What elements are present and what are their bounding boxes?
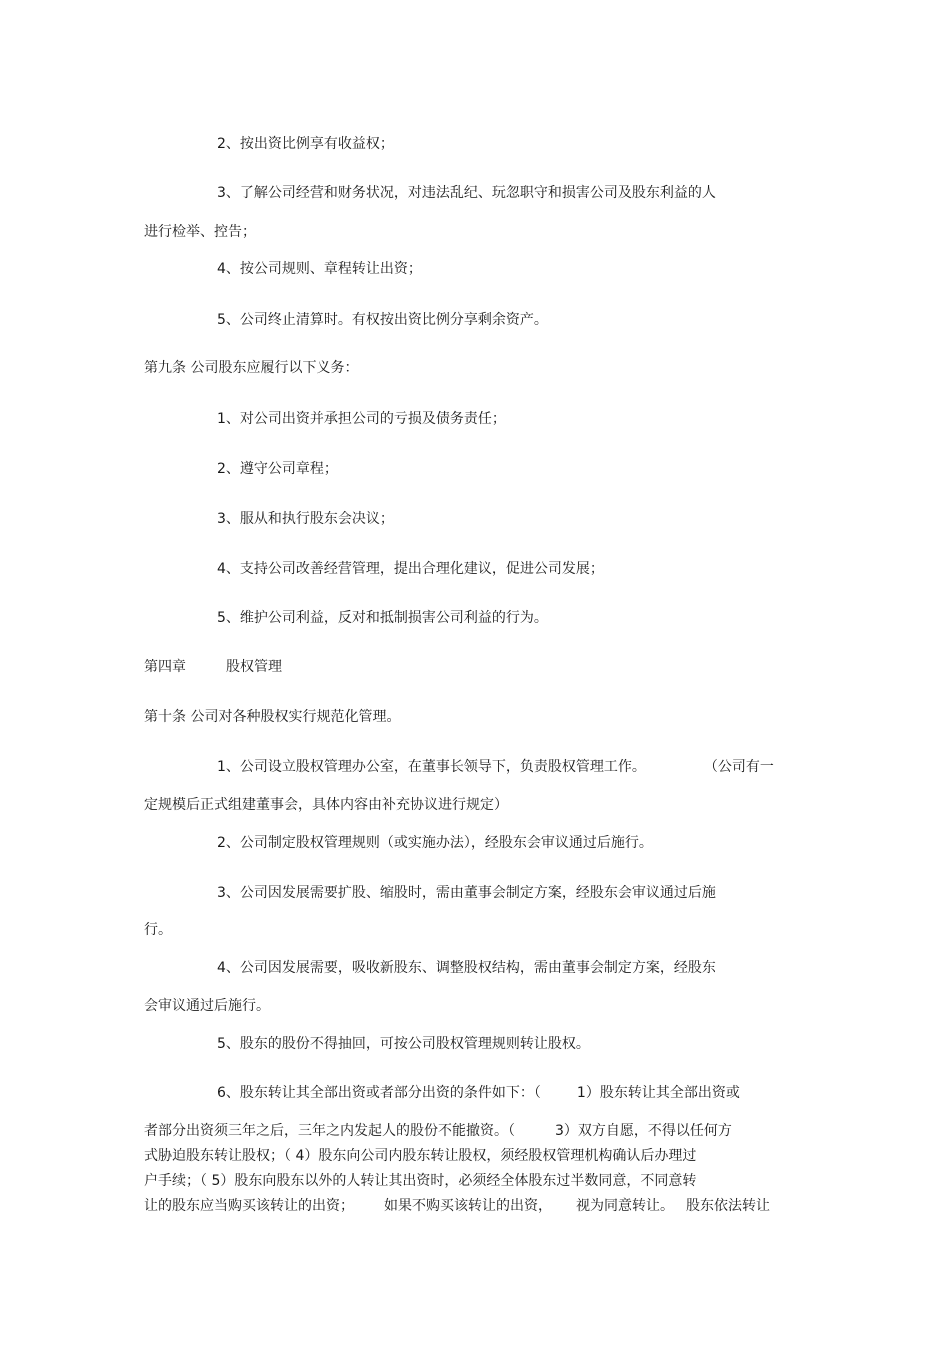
text-line: 3、公司因发展需要扩股、缩股时，需由董事会制定方案，经股东会审议通过后施 [217,885,716,901]
text-line: 2、遵守公司章程； [217,461,338,477]
article-heading: 第十条 公司对各种股权实行规范化管理。 [144,709,401,725]
text-segment: 者部分出资须三年之后，三年之内发起人的股份不能撤资。（ [144,1123,515,1139]
text-segment: 1）股东转让其全部出资或 [576,1085,740,1101]
text-line: 进行检举、控告； [144,224,256,240]
text-line: 4、支持公司改善经营管理，提出合理化建议，促进公司发展； [217,561,604,577]
text-line: 式胁迫股东转让股权；（ 4）股东向公司内股东转让股权，须经股权管理机构确认后办理过 [144,1148,697,1164]
text-line: 5、维护公司利益，反对和抵制损害公司利益的行为。 [217,610,548,626]
text-segment: （公司有一 [703,759,774,775]
text-line: 3、服从和执行股东会决议； [217,511,394,527]
chapter-heading [144,658,282,676]
text-line: 3、了解公司经营和财务状况，对违法乱纪、玩忽职守和损害公司及股东利益的人 [217,185,716,201]
text-line: 4、公司因发展需要，吸收新股东、调整股权结构，需由董事会制定方案，经股东 [217,960,716,976]
chapter-title: 股权管理 [226,659,282,675]
text-line: 定规模后正式组建董事会，具体内容由补充协议进行规定） [144,797,508,813]
text-line: 5、股东的股份不得抽回，可按公司股权管理规则转让股权。 [217,1036,590,1052]
text-segment: 3）双方自愿，不得以任何方 [555,1123,732,1139]
article-heading: 第九条 公司股东应履行以下义务： [144,360,359,376]
text-line: 2、按出资比例享有收益权； [217,136,394,152]
text-line: 行。 [144,922,172,938]
text-line: 2、公司制定股权管理规则（或实施办法），经股东会审议通过后施行。 [217,835,653,851]
text-segment: 让的股东应当购买该转让的出资； [144,1198,354,1214]
text-line [144,1122,732,1140]
text-line [144,1197,770,1215]
text-segment: 股东依法转让 [686,1198,770,1214]
text-line: 4、按公司规则、章程转让出资； [217,261,422,277]
text-segment: 如果不购买该转让的出资， [384,1198,552,1214]
text-line: 会审议通过后施行。 [144,998,270,1014]
text-segment: 1、公司设立股权管理办公室，在董事长领导下，负责股权管理工作。 [217,759,646,775]
text-line: 户手续；（ 5）股东向股东以外的人转让其出资时，必须经全体股东过半数同意，不同意转 [144,1173,697,1189]
text-line [217,1084,740,1102]
text-line: 1、对公司出资并承担公司的亏损及债务责任； [217,411,506,427]
chapter-number: 第四章 [144,659,186,675]
text-line: 5、公司终止清算时。有权按出资比例分享剩余资产。 [217,312,548,328]
text-line [217,758,774,776]
text-segment: 6、股东转让其全部出资或者部分出资的条件如下：（ [217,1085,541,1101]
text-segment: 视为同意转让。 [576,1198,674,1214]
